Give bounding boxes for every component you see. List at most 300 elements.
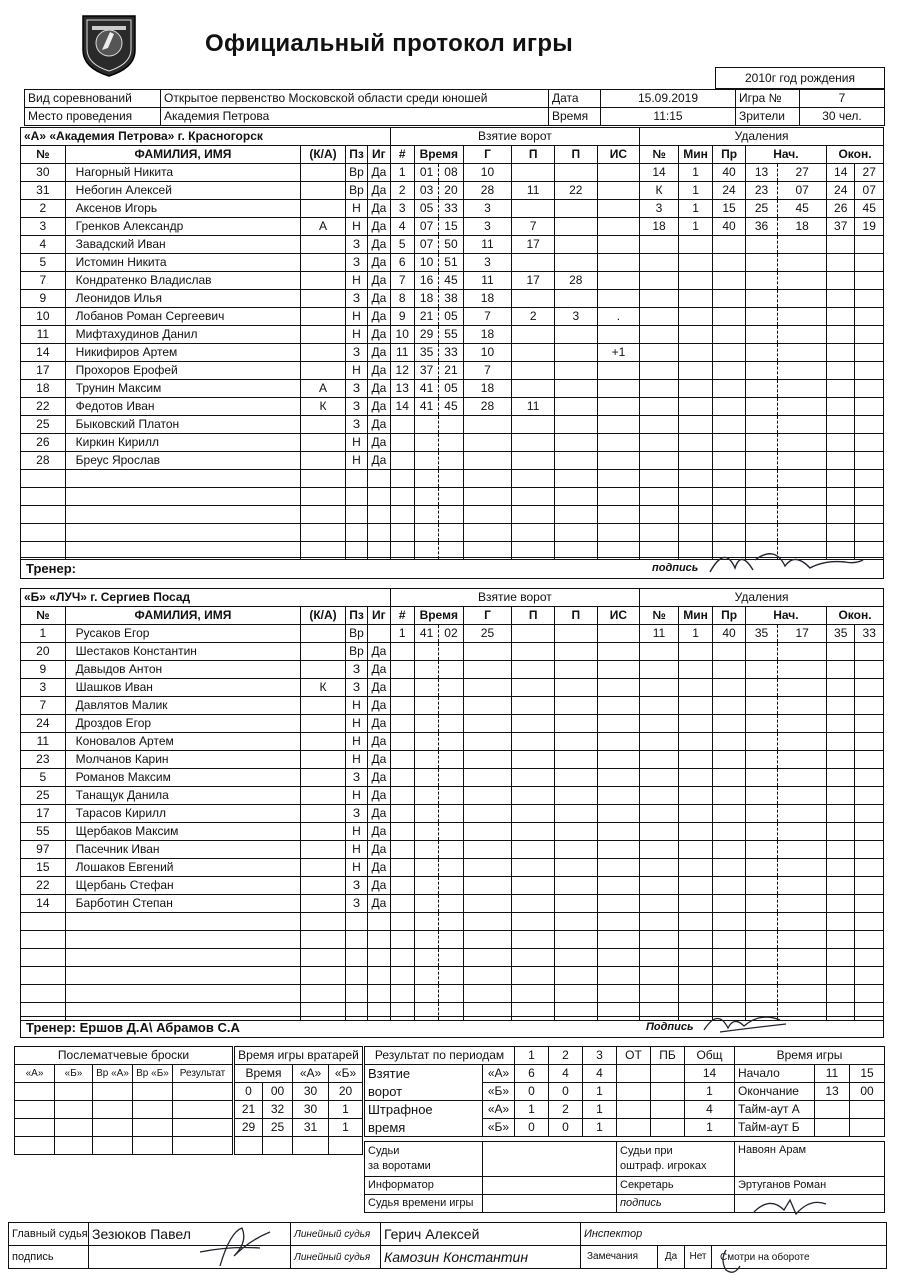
team_a-goal-assist-1: 17 bbox=[512, 272, 555, 290]
team_a-goal-situation bbox=[597, 218, 640, 236]
team_b-goal-minute bbox=[414, 661, 438, 679]
team_a-col-goal-is: ИС bbox=[597, 146, 640, 164]
period-pen-a-cell bbox=[617, 1101, 651, 1119]
team_b-penalty-number bbox=[640, 967, 679, 985]
team_b-goal-second bbox=[439, 769, 463, 787]
goalie-time-sec: 25 bbox=[263, 1119, 293, 1137]
team_a-player-number: 3 bbox=[21, 218, 66, 236]
team_b-penalty-start-sec bbox=[778, 643, 827, 661]
team_a-goal-assist-2 bbox=[554, 506, 597, 524]
goalie-time-b: 20 bbox=[329, 1083, 363, 1101]
linesman1-name: Герич Алексей bbox=[381, 1223, 581, 1246]
team_a-goal-number: 1 bbox=[390, 164, 414, 182]
league-logo-emblem bbox=[80, 12, 138, 78]
team_b-goal-second bbox=[439, 877, 463, 895]
team_a-penalty-start-sec bbox=[778, 524, 827, 542]
team_b-goal-assist-1 bbox=[512, 679, 555, 697]
team_a-goal-minute: 07 bbox=[414, 236, 438, 254]
secretary-signature bbox=[750, 1192, 830, 1222]
team_b-penalty-end-sec bbox=[855, 751, 884, 769]
team_b-penalty-reason bbox=[713, 877, 745, 895]
team_b-goal-scorer bbox=[463, 679, 512, 697]
team_a-player-playing: Да bbox=[368, 308, 390, 326]
team_b-penalty-end-sec bbox=[855, 949, 884, 967]
team_b-player-playing: Да bbox=[368, 787, 390, 805]
team_a-goal-minute bbox=[414, 434, 438, 452]
team_b-penalty-minutes bbox=[678, 895, 713, 913]
team_b-player-number: 23 bbox=[21, 751, 66, 769]
team_a-player-playing: Да bbox=[368, 236, 390, 254]
team_a-player-ka bbox=[301, 344, 346, 362]
team_a-goal-second: 50 bbox=[439, 236, 463, 254]
team_b-player-position: Н bbox=[345, 751, 367, 769]
team_b-penalty-end-min bbox=[827, 949, 855, 967]
team_a-penalty-start-sec bbox=[778, 290, 827, 308]
team_a-goal-assist-1: 11 bbox=[512, 182, 555, 200]
team_b-penalty-minutes bbox=[678, 823, 713, 841]
team_b-penalty-minutes bbox=[678, 805, 713, 823]
team_a-goal-scorer bbox=[463, 524, 512, 542]
team_a-penalty-reason bbox=[713, 488, 745, 506]
team_a-player-position bbox=[345, 488, 367, 506]
team_a-goal-situation bbox=[597, 182, 640, 200]
team_a-col-pen-start: Нач. bbox=[745, 146, 826, 164]
team-b-table bbox=[20, 588, 884, 1021]
timeout-b-label: Тайм-аут Б bbox=[735, 1119, 815, 1137]
team_b-player-position: Н bbox=[345, 841, 367, 859]
team_b-player-position: Вр bbox=[345, 625, 367, 643]
team_a-goal-minute: 37 bbox=[414, 362, 438, 380]
period-goals-a-cell: 4 bbox=[549, 1065, 583, 1083]
team_a-goal-situation bbox=[597, 326, 640, 344]
team_b-player-position: З bbox=[345, 679, 367, 697]
team_a-penalty-number: К bbox=[640, 182, 679, 200]
game-value: 7 bbox=[800, 90, 885, 108]
team_a-player-position: Н bbox=[345, 452, 367, 470]
team_b-player-number bbox=[21, 949, 66, 967]
team_a-penalty-start-min bbox=[745, 290, 777, 308]
team_b-penalty-end-sec bbox=[855, 787, 884, 805]
team_a-penalty-number: 18 bbox=[640, 218, 679, 236]
team_b-penalty-end-sec bbox=[855, 661, 884, 679]
team_a-goal-second: 51 bbox=[439, 254, 463, 272]
team_a-player-name: Киркин Кирилл bbox=[65, 434, 301, 452]
team_a-penalty-start-min bbox=[745, 362, 777, 380]
team_b-penalty-start-sec bbox=[778, 877, 827, 895]
spectators-value: 30 чел. bbox=[800, 108, 885, 126]
team_a-player-name: Истомин Никита bbox=[65, 254, 301, 272]
team_b-col-goal-p1: П bbox=[512, 607, 555, 625]
team_b-player-playing bbox=[368, 931, 390, 949]
date-value: 15.09.2019 bbox=[601, 90, 736, 108]
see-back-label: Смотри на обороте bbox=[720, 1251, 810, 1263]
team_b-penalty-reason bbox=[713, 859, 745, 877]
table-row bbox=[21, 326, 884, 344]
team_a-col-num: № bbox=[21, 146, 66, 164]
period-pen-a-cell bbox=[651, 1101, 685, 1119]
team_b-goal-number bbox=[390, 949, 414, 967]
team_b-penalty-minutes bbox=[678, 949, 713, 967]
team_a-penalty-start-sec bbox=[778, 380, 827, 398]
team_b-penalty-reason bbox=[713, 733, 745, 751]
team_a-goal-second: 55 bbox=[439, 326, 463, 344]
team_a-player-playing: Да bbox=[368, 452, 390, 470]
team_a-goal-assist-1 bbox=[512, 452, 555, 470]
team_b-penalty-start-min bbox=[745, 859, 777, 877]
team_b-player-name: Тарасов Кирилл bbox=[65, 805, 301, 823]
team_b-col-goal-p2: П bbox=[554, 607, 597, 625]
team_a-goal-scorer bbox=[463, 506, 512, 524]
team_a-goal-minute: 35 bbox=[414, 344, 438, 362]
team_b-goal-second bbox=[439, 751, 463, 769]
team_a-goal-assist-2 bbox=[554, 290, 597, 308]
team_b-goal-scorer bbox=[463, 913, 512, 931]
team_b-player-position bbox=[345, 913, 367, 931]
team_b-penalty-reason bbox=[713, 661, 745, 679]
period-pen-a-cell: 2 bbox=[549, 1101, 583, 1119]
competition-label: Вид соревнований bbox=[25, 90, 161, 108]
timekeeper-label: Судья времени игры bbox=[365, 1195, 483, 1213]
team_b-goal-assist-1 bbox=[512, 769, 555, 787]
team_a-player-position bbox=[345, 470, 367, 488]
team_b-goal-situation bbox=[597, 895, 640, 913]
shootout-table bbox=[14, 1046, 233, 1155]
team_b-goal-minute bbox=[414, 859, 438, 877]
team_a-goal-situation bbox=[597, 452, 640, 470]
team_b-goal-assist-2 bbox=[554, 859, 597, 877]
team_a-penalty-end-min bbox=[827, 362, 855, 380]
team_b-goal-minute bbox=[414, 715, 438, 733]
team_a-penalty-end-sec bbox=[855, 308, 884, 326]
team_a-penalty-reason bbox=[713, 308, 745, 326]
table-row bbox=[21, 398, 884, 416]
main-referee-sign-label: подпись bbox=[9, 1246, 89, 1269]
team_a-player-position: Н bbox=[345, 200, 367, 218]
team_b-player-ka: К bbox=[301, 679, 346, 697]
team_b-penalty-end-min bbox=[827, 661, 855, 679]
table-row bbox=[21, 488, 884, 506]
team_a-penalty-end-sec bbox=[855, 452, 884, 470]
team_a-goal-scorer: 18 bbox=[463, 380, 512, 398]
team_b-player-name: Русаков Егор bbox=[65, 625, 301, 643]
team_b-penalty-start-min bbox=[745, 643, 777, 661]
team_a-col-goal-time: Время bbox=[414, 146, 463, 164]
team_b-penalty-start-min bbox=[745, 967, 777, 985]
team_a-goal-number bbox=[390, 524, 414, 542]
team_b-player-number: 14 bbox=[21, 895, 66, 913]
team_b-player-playing bbox=[368, 913, 390, 931]
periods-goals-team-b: «Б» bbox=[483, 1083, 515, 1101]
team_b-player-number: 11 bbox=[21, 733, 66, 751]
team_b-penalty-start-min bbox=[745, 787, 777, 805]
header-table bbox=[24, 89, 885, 126]
team_b-goal-minute bbox=[414, 877, 438, 895]
team_b-goal-assist-1 bbox=[512, 931, 555, 949]
team_b-player-position bbox=[345, 985, 367, 1003]
table-row bbox=[21, 985, 884, 1003]
team_a-player-position: Вр bbox=[345, 164, 367, 182]
team_a-goal-assist-1 bbox=[512, 434, 555, 452]
team_a-penalty-end-sec bbox=[855, 434, 884, 452]
team_a-penalty-reason bbox=[713, 254, 745, 272]
team_b-goal-situation bbox=[597, 715, 640, 733]
team_b-goal-second bbox=[439, 733, 463, 751]
goalie-time-title: Время игры вратарей bbox=[235, 1047, 363, 1065]
time-label: Время bbox=[549, 108, 601, 126]
team_a-goal-situation bbox=[597, 254, 640, 272]
team_b-col-pz: Пз bbox=[345, 607, 367, 625]
team_a-penalty-reason bbox=[713, 416, 745, 434]
team_b-penalty-start-min bbox=[745, 823, 777, 841]
team_b-goal-scorer bbox=[463, 733, 512, 751]
team_a-goal-number: 3 bbox=[390, 200, 414, 218]
team_b-penalty-reason bbox=[713, 895, 745, 913]
team_a-goal-situation bbox=[597, 416, 640, 434]
period-col-1: 1 bbox=[515, 1047, 549, 1065]
team_b-penalty-number bbox=[640, 841, 679, 859]
team_b-player-number bbox=[21, 931, 66, 949]
team_b-goal-scorer bbox=[463, 967, 512, 985]
period-pen-b-cell: 1 bbox=[685, 1119, 735, 1137]
table-row bbox=[21, 452, 884, 470]
period-goals-b-cell: 1 bbox=[583, 1083, 617, 1101]
team_b-player-playing: Да bbox=[368, 715, 390, 733]
team_a-goal-scorer bbox=[463, 470, 512, 488]
team_a-penalty-number bbox=[640, 470, 679, 488]
team_b-goal-second bbox=[439, 967, 463, 985]
team_a-penalty-end-min bbox=[827, 434, 855, 452]
team_b-goal-situation bbox=[597, 625, 640, 643]
team_a-penalty-end-sec bbox=[855, 344, 884, 362]
team_a-player-ka bbox=[301, 272, 346, 290]
table-row bbox=[21, 434, 884, 452]
team_b-penalty-end-min bbox=[827, 859, 855, 877]
team_a-player-position: Н bbox=[345, 326, 367, 344]
team_a-penalty-end-min bbox=[827, 344, 855, 362]
team_a-goal-second: 20 bbox=[439, 182, 463, 200]
team_a-penalty-number bbox=[640, 506, 679, 524]
team_a-penalty-reason bbox=[713, 326, 745, 344]
team_a-penalty-minutes: 1 bbox=[678, 164, 713, 182]
team_a-penalty-start-sec bbox=[778, 434, 827, 452]
team-a-coach-signature bbox=[705, 540, 865, 580]
team_b-penalty-reason bbox=[713, 697, 745, 715]
table-row bbox=[21, 470, 884, 488]
team_a-penalty-start-min: 25 bbox=[745, 200, 777, 218]
team_b-player-number bbox=[21, 967, 66, 985]
period-goals-a-cell: 6 bbox=[515, 1065, 549, 1083]
team_a-player-position: З bbox=[345, 398, 367, 416]
table-row bbox=[21, 949, 884, 967]
team_a-player-number: 22 bbox=[21, 398, 66, 416]
team_a-penalty-number bbox=[640, 362, 679, 380]
team_a-goal-second bbox=[439, 524, 463, 542]
team_b-player-position: Н bbox=[345, 715, 367, 733]
team_a-player-number: 17 bbox=[21, 362, 66, 380]
team_a-goal-scorer: 3 bbox=[463, 200, 512, 218]
team_b-penalty-number bbox=[640, 643, 679, 661]
team_a-penalty-end-min bbox=[827, 254, 855, 272]
team_b-player-name: Давыдов Антон bbox=[65, 661, 301, 679]
team_a-player-position bbox=[345, 506, 367, 524]
table-row bbox=[21, 697, 884, 715]
team_a-penalty-minutes bbox=[678, 452, 713, 470]
team_a-penalty-start-sec bbox=[778, 254, 827, 272]
team_b-penalty-start-sec bbox=[778, 769, 827, 787]
table-row bbox=[21, 805, 884, 823]
team_a-goal-assist-2 bbox=[554, 524, 597, 542]
team_b-goal-minute bbox=[414, 805, 438, 823]
goalie-col-time: Время bbox=[235, 1065, 293, 1083]
team_a-player-ka: К bbox=[301, 398, 346, 416]
team_b-penalty-start-sec bbox=[778, 661, 827, 679]
team_a-penalty-number bbox=[640, 416, 679, 434]
team_b-goal-second bbox=[439, 859, 463, 877]
table-row bbox=[21, 344, 884, 362]
team_b-penalty-end-min bbox=[827, 805, 855, 823]
team_a-penalty-end-min bbox=[827, 290, 855, 308]
team_b-goal-scorer bbox=[463, 841, 512, 859]
team_a-penalty-start-min bbox=[745, 380, 777, 398]
team_a-player-name: Завадский Иван bbox=[65, 236, 301, 254]
penalty-judges-label: Судьи при оштраф. игроках bbox=[617, 1142, 735, 1177]
team_a-player-name: Быковский Платон bbox=[65, 416, 301, 434]
team_a-penalty-minutes bbox=[678, 470, 713, 488]
team_b-player-playing: Да bbox=[368, 643, 390, 661]
team_a-penalty-number bbox=[640, 434, 679, 452]
team_a-goal-situation bbox=[597, 272, 640, 290]
team_a-goal-situation bbox=[597, 488, 640, 506]
team_b-penalty-minutes bbox=[678, 661, 713, 679]
team_b-goal-assist-2 bbox=[554, 931, 597, 949]
team_a-player-playing bbox=[368, 470, 390, 488]
table-row bbox=[21, 182, 884, 200]
team_b-goal-minute bbox=[414, 697, 438, 715]
table-row bbox=[21, 787, 884, 805]
team_b-penalty-start-min bbox=[745, 913, 777, 931]
team_a-player-position: Вр bbox=[345, 182, 367, 200]
team_a-player-ka bbox=[301, 434, 346, 452]
team_b-player-number: 7 bbox=[21, 697, 66, 715]
team_a-player-ka: А bbox=[301, 218, 346, 236]
team_b-penalty-start-sec bbox=[778, 913, 827, 931]
team_a-goal-assist-1 bbox=[512, 290, 555, 308]
team_b-penalty-minutes bbox=[678, 985, 713, 1003]
team_a-penalty-end-min bbox=[827, 452, 855, 470]
team_b-player-name: Щербань Стефан bbox=[65, 877, 301, 895]
team_b-penalty-number bbox=[640, 733, 679, 751]
team_a-goal-situation bbox=[597, 524, 640, 542]
team_a-player-number bbox=[21, 488, 66, 506]
team_b-penalty-minutes bbox=[678, 859, 713, 877]
team_b-goal-minute bbox=[414, 751, 438, 769]
team_b-goal-assist-2 bbox=[554, 697, 597, 715]
team_a-penalty-number bbox=[640, 326, 679, 344]
team_a-player-number bbox=[21, 506, 66, 524]
team_b-player-playing: Да bbox=[368, 679, 390, 697]
team_b-penalty-start-sec bbox=[778, 733, 827, 751]
team-b-block bbox=[20, 588, 884, 1021]
team_b-goal-number bbox=[390, 913, 414, 931]
team-b-coach-label: Тренер: bbox=[26, 1020, 76, 1035]
table-row bbox=[21, 823, 884, 841]
goal-judges-label: Судьи за воротами bbox=[365, 1142, 483, 1177]
team_a-player-position: Н bbox=[345, 272, 367, 290]
team-a-block bbox=[20, 127, 884, 560]
team_a-penalty-number: 3 bbox=[640, 200, 679, 218]
team-b-penalties-title: Удаления bbox=[640, 589, 884, 607]
team_b-penalty-start-sec bbox=[778, 985, 827, 1003]
period-pen-a-cell: 4 bbox=[685, 1101, 735, 1119]
team_b-penalty-end-min bbox=[827, 733, 855, 751]
team_b-penalty-end-min bbox=[827, 787, 855, 805]
team_a-goal-scorer: 11 bbox=[463, 236, 512, 254]
team_b-penalty-start-sec bbox=[778, 841, 827, 859]
team_a-goal-second: 33 bbox=[439, 200, 463, 218]
team_a-goal-number: 14 bbox=[390, 398, 414, 416]
team_a-goal-number: 13 bbox=[390, 380, 414, 398]
team_a-penalty-start-min bbox=[745, 272, 777, 290]
team_a-goal-assist-2 bbox=[554, 218, 597, 236]
table-row bbox=[21, 859, 884, 877]
team_b-penalty-start-min bbox=[745, 841, 777, 859]
team_b-col-goal-g: Г bbox=[463, 607, 512, 625]
team_a-penalty-start-min bbox=[745, 326, 777, 344]
team_a-player-position bbox=[345, 524, 367, 542]
team_a-penalty-minutes bbox=[678, 308, 713, 326]
team_a-player-number: 2 bbox=[21, 200, 66, 218]
periods-title: Результат по периодам bbox=[365, 1047, 515, 1065]
team_b-penalty-start-sec bbox=[778, 859, 827, 877]
team_b-goal-minute bbox=[414, 679, 438, 697]
team_b-col-goal-is: ИС bbox=[597, 607, 640, 625]
team_b-goal-second bbox=[439, 661, 463, 679]
team_a-penalty-number bbox=[640, 308, 679, 326]
team_a-goal-assist-1 bbox=[512, 200, 555, 218]
game-start-min: 15 bbox=[850, 1065, 885, 1083]
team_b-penalty-end-min bbox=[827, 715, 855, 733]
team_b-player-position: З bbox=[345, 769, 367, 787]
secretary-label: Секретарь bbox=[617, 1177, 735, 1195]
team_b-player-playing: Да bbox=[368, 733, 390, 751]
team_b-penalty-end-min bbox=[827, 877, 855, 895]
team_a-penalty-reason: 15 bbox=[713, 200, 745, 218]
team_b-penalty-end-sec bbox=[855, 697, 884, 715]
team_a-player-position: Н bbox=[345, 308, 367, 326]
team_b-penalty-end-sec bbox=[855, 805, 884, 823]
team_a-player-ka bbox=[301, 470, 346, 488]
team_b-player-ka bbox=[301, 985, 346, 1003]
period-goals-b-cell bbox=[617, 1083, 651, 1101]
team_b-player-position: Н bbox=[345, 697, 367, 715]
team_b-goal-assist-2 bbox=[554, 643, 597, 661]
venue-label: Место проведения bbox=[25, 108, 161, 126]
team_a-penalty-start-sec bbox=[778, 236, 827, 254]
team_a-player-ka bbox=[301, 506, 346, 524]
team_a-goal-number: 8 bbox=[390, 290, 414, 308]
team_a-goal-assist-1: 17 bbox=[512, 236, 555, 254]
team_a-penalty-start-min bbox=[745, 416, 777, 434]
team_a-goal-minute: 29 bbox=[414, 326, 438, 344]
team-b-sign-label: Подпись bbox=[646, 1021, 694, 1033]
team_b-goal-situation bbox=[597, 913, 640, 931]
team_a-goal-situation bbox=[597, 290, 640, 308]
team_a-goal-assist-2 bbox=[554, 164, 597, 182]
team_b-goal-scorer bbox=[463, 859, 512, 877]
team_a-penalty-reason bbox=[713, 362, 745, 380]
team_b-penalty-reason bbox=[713, 985, 745, 1003]
team_b-col-pen-pr: Пр bbox=[713, 607, 745, 625]
